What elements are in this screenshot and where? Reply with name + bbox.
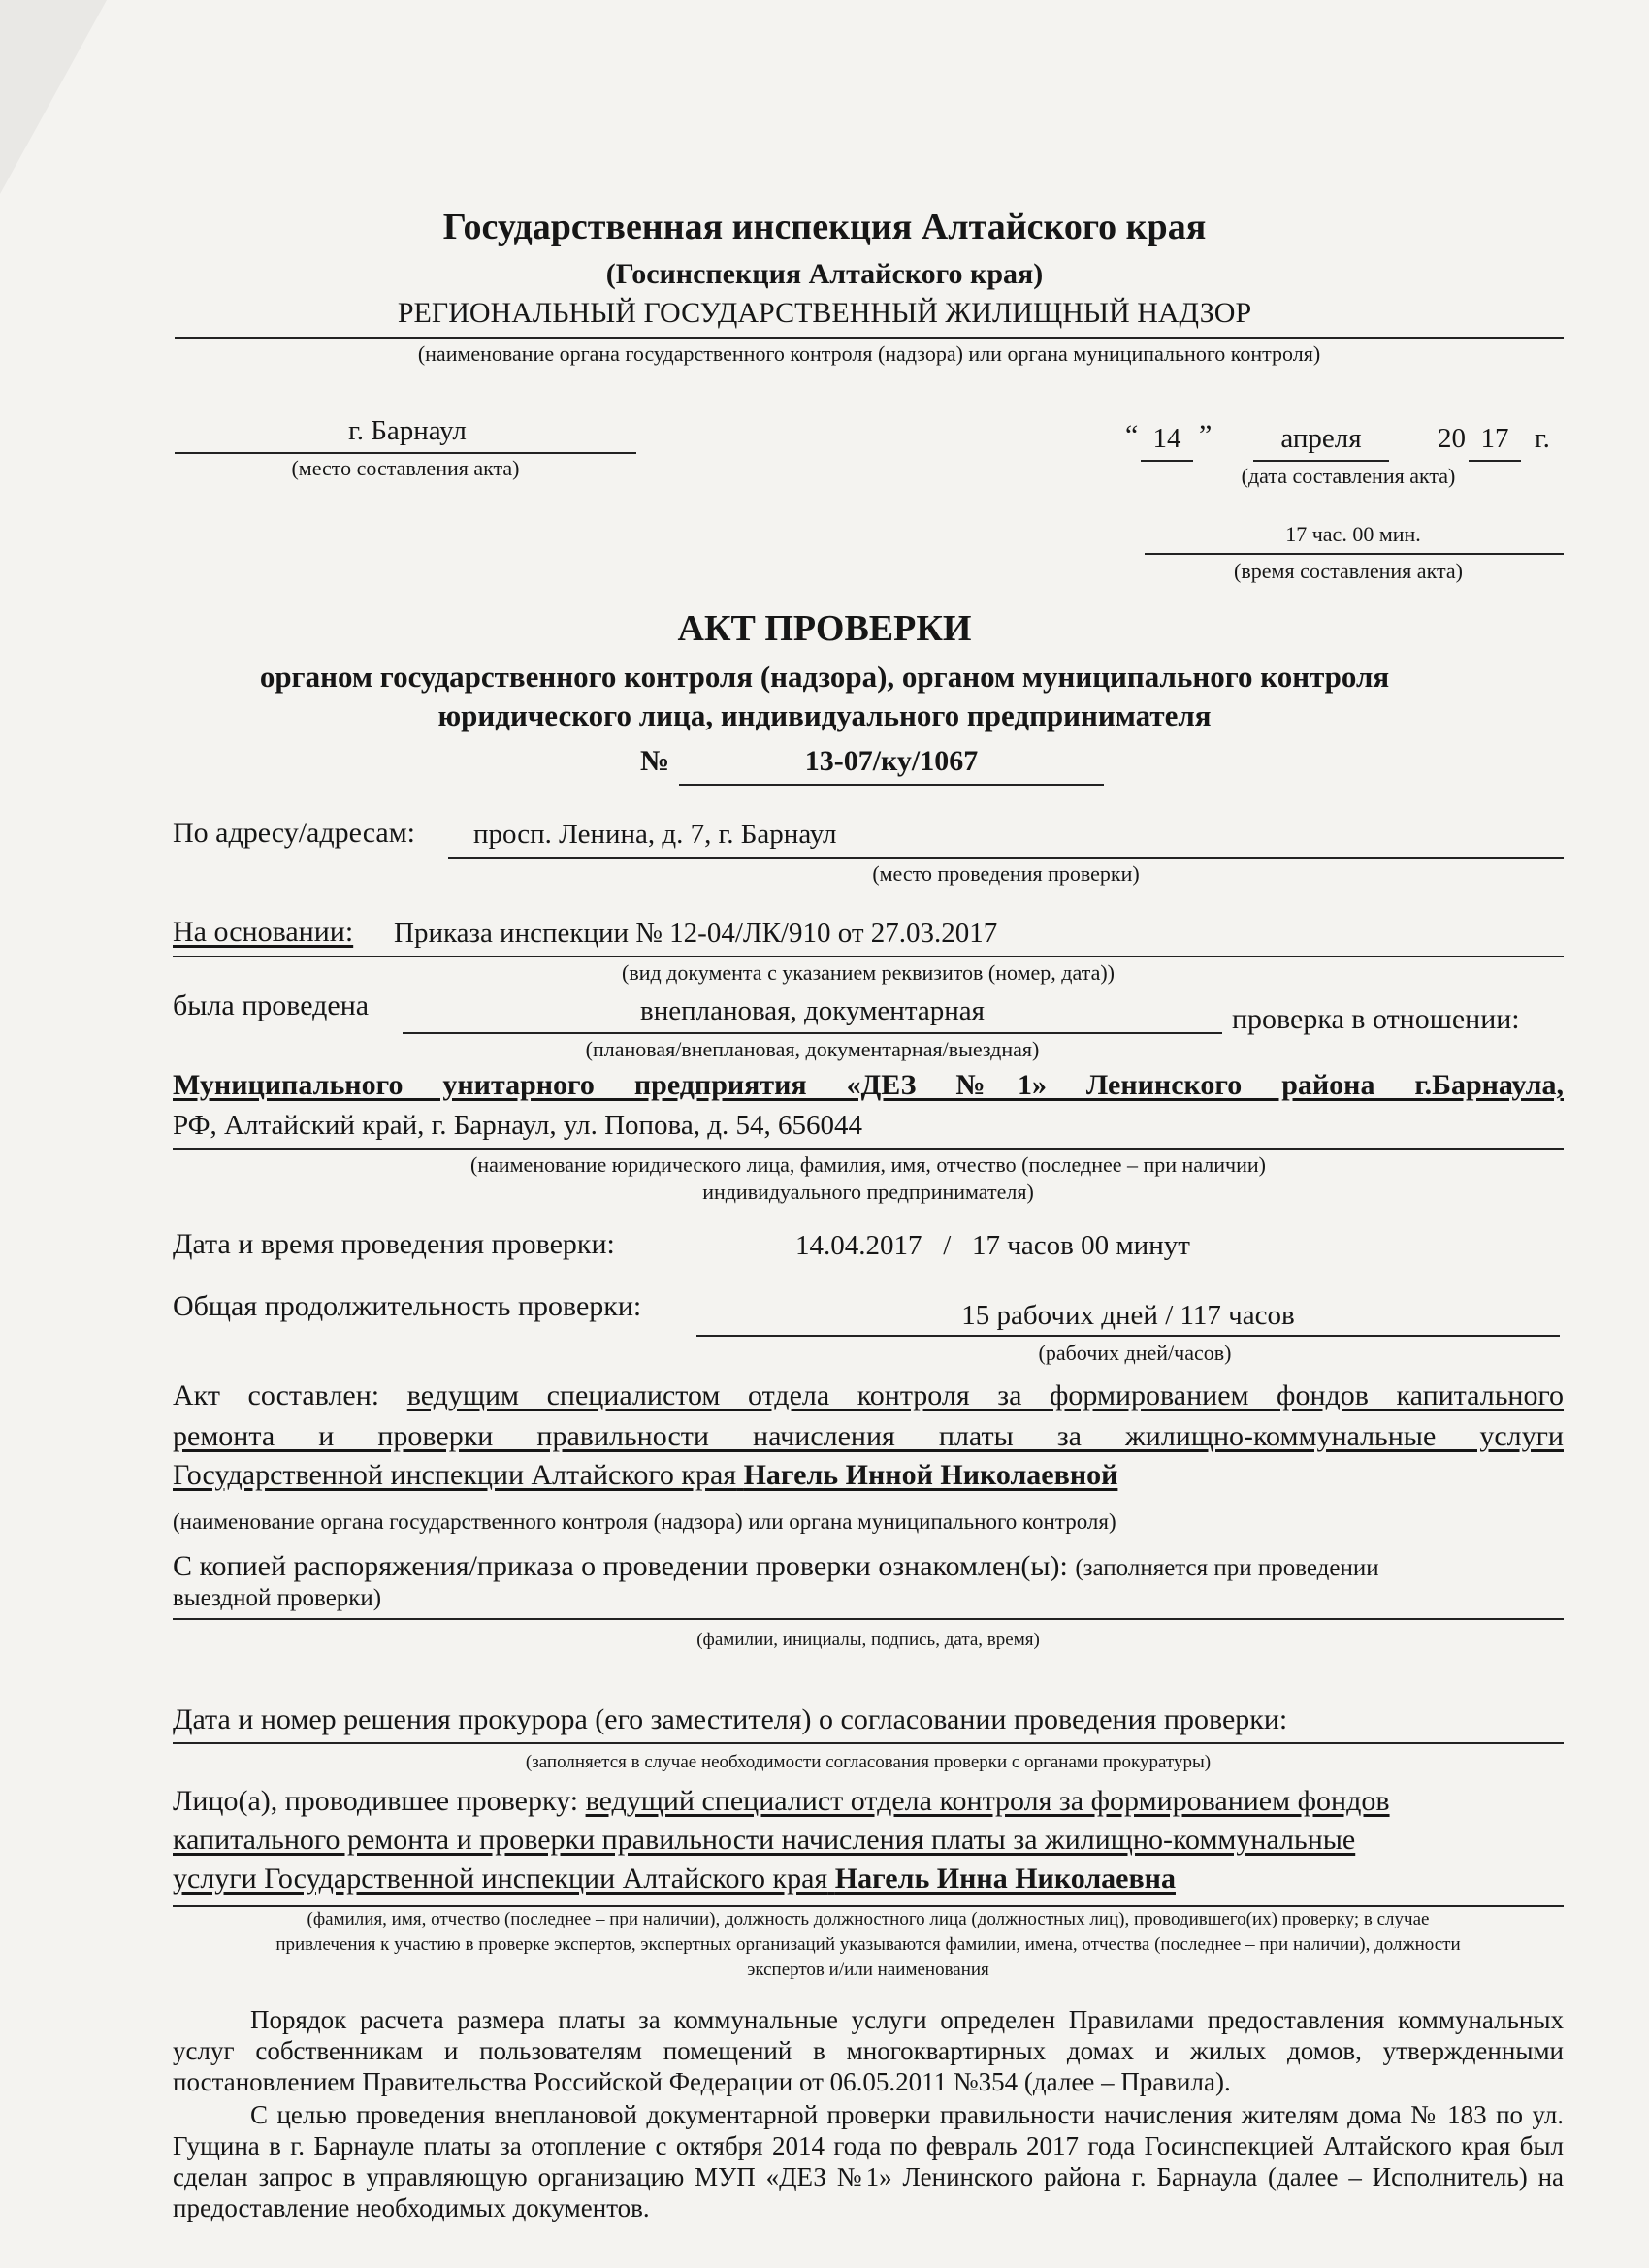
supervision-type: РЕГИОНАЛЬНЫЙ ГОСУДАРСТВЕННЫЙ ЖИЛИЩНЫЙ НАДЗОР [397,297,1252,329]
inspector-underline [173,1905,1564,1907]
compiled-label: Акт составлен: [173,1379,380,1411]
duration-value: 15 рабочих дней / 117 часов [961,1300,1295,1331]
duration-caption: (рабочих дней/часов) [1038,1341,1232,1365]
entity-name: Муниципального унитарного предприятия «ДЕЗ №1» Ленинского района г.Барнаула, [173,1069,1564,1101]
inspector-caption-2: привлечения к участию в проверке экспертов, экспертных организаций указываются фамилии, имена, отчества (последнее – при наличии), должности [275,1934,1461,1955]
place-value: г. Барнаул [348,415,467,446]
compiled-line-2: ремонта и проверки правильности начисления платы за жилищно-коммунальные услуги [173,1420,1564,1452]
act-title: АКТ ПРОВЕРКИ [677,608,972,649]
basis-caption: (вид документа с указанием реквизитов (номер, дата)) [622,960,1115,985]
basis-underline [173,956,1564,957]
duration-underline [696,1335,1560,1337]
org-short-name: (Госинспекция Алтайского края) [605,258,1044,290]
place-caption: (место составления акта) [291,456,520,480]
inspector-caption-3: экспертов и/или наименования [747,1960,989,1980]
number-sign: № [640,745,670,777]
inspector-caption-1: (фамилия, имя, отчество (последнее – при наличии), должность должностного лица (должностных лиц), проводившего(их) проверку; в случае [307,1909,1430,1929]
supervision-caption: (наименование органа государственного контроля (надзора) или органа муниципального контроля) [417,341,1321,366]
act-number: 13-07/ку/1067 [804,745,979,777]
compiled-caption: (наименование органа государственного контроля (надзора) или органа муниципального контроля) [173,1509,1116,1534]
inspector-label: Лицо(а), проводившее проверку: [173,1785,579,1817]
duration-label: Общая продолжительность проверки: [173,1290,642,1322]
compiled-inspector-name: Нагель Инной Николаевной [743,1459,1118,1491]
time-underline [1145,553,1564,555]
year-underline [1469,460,1521,462]
address-value: просп. Ленина, д. 7, г. Барнаул [473,819,837,850]
org-name: Государственная инспекция Алтайского края [442,207,1207,247]
day-underline [1141,460,1193,462]
datetime-value: 14.04.2017 / 17 часов 00 минут [795,1230,1190,1261]
inspection-type-caption: (плановая/внеплановая, документарная/выездная) [585,1037,1040,1061]
supervision-underline [175,337,1564,339]
year-suffix: 17 [1480,423,1509,454]
date-month: апреля [1280,423,1362,454]
inspection-type-label: была проведена [173,989,370,1021]
compiled-line-3 [173,1459,1117,1492]
place-underline [175,452,636,454]
prosecutor-label: Дата и номер решения прокурора (его заместителя) о согласовании проведения проверки: [173,1703,1288,1735]
prosecutor-caption: (заполняется в случае необходимости согласования проверки с органами прокуратуры) [525,1752,1212,1772]
quote-open: “ [1125,419,1139,451]
basis-value: Приказа инспекции № 12-04/ЛК/910 от 27.03.2017 [394,918,998,949]
copy-label: С копией распоряжения/приказа о проведении проверки ознакомлен(ы): [173,1550,1068,1582]
act-subtitle-2: юридического лица, индивидуального предпринимателя [437,698,1212,732]
year-unit: г. [1535,423,1550,454]
inspector-line-1 [173,1785,1390,1818]
entity-caption-1: (наименование юридического лица, фамилия, имя, отчество (последнее – при наличии) [470,1152,1266,1177]
inspection-type-underline [403,1032,1222,1034]
address-label: По адресу/адресам: [173,817,416,849]
inspector-line-3 [173,1863,1176,1895]
date-caption: (дата составления акта) [1241,464,1456,488]
compiled-value-3: Государственной инспекции Алтайского края [173,1459,737,1491]
entity-address: РФ, Алтайский край, г. Барнаул, ул. Попова, д. 54, 656044 [173,1110,862,1141]
inspector-value-3: услуги Государственной инспекции Алтайского края [173,1863,828,1895]
entity-caption-2: индивидуального предпринимателя) [702,1180,1034,1204]
copy-note-1: (заполняется при проведении [1075,1555,1379,1581]
quote-close: ” [1199,419,1212,451]
act-number-underline [679,784,1104,786]
inspection-type-suffix: проверка в отношении: [1232,1003,1520,1035]
folded-corner [0,0,107,194]
copy-caption: (фамилии, инициалы, подпись, дата, время) [696,1630,1040,1650]
compiled-value-1: ведущим специалистом отдела контроля за формированием фондов капитального [406,1379,1565,1411]
datetime-label: Дата и время проведения проверки: [173,1228,615,1260]
inspector-name: Нагель Инна Николаевна [834,1863,1176,1895]
date-day: 14 [1152,423,1181,454]
address-underline [448,857,1564,859]
copy-note-2: выездной проверки) [173,1585,382,1611]
basis-label: На основании: [173,916,354,948]
inspector-line-2: капитального ремонта и проверки правильности начисления платы за жилищно-коммунальные [173,1824,1356,1856]
inspector-value-1: ведущий специалист отдела контроля за формированием фондов [585,1785,1390,1817]
prosecutor-underline [173,1742,1564,1744]
inspection-type-value: внеплановая, документарная [640,995,985,1026]
time-caption: (время составления акта) [1234,559,1463,583]
body-paragraph-2: С целью проведения внеплановой документарной проверки правильности начисления жителям дома № 183 по ул. Гущина в г. Барнауле платы за отопление с октября 2014 года по февраль 2017 года Госинспекцией Алтайского края был сделан запрос в управляющую организацию МУП «ДЕЗ №1» Ленинского района г. Барнаула (далее – Исполнитель) на предоставление необходимых документов. [173,2100,1564,2222]
year-prefix: 20 [1438,423,1466,454]
body-paragraph-1: Порядок расчета размера платы за коммунальные услуги определен Правилами предоставления коммунальных услуг собственникам и пользователям помещений в многоквартирных домах и жилых домов, утвержденными постановлением Правительства Российской Федерации от 06.05.2011 №354 (далее – Правила). [173,2005,1564,2096]
compiled-line-1 [173,1379,1564,1412]
entity-underline [173,1148,1564,1150]
time-value: 17 час. 00 мин. [1285,522,1421,546]
copy-underline [173,1618,1564,1620]
month-underline [1253,460,1389,462]
act-subtitle-1: органом государственного контроля (надзора), органом муниципального контроля [259,660,1390,694]
copy-line-1 [173,1550,1564,1585]
address-caption: (место проведения проверки) [872,861,1140,886]
